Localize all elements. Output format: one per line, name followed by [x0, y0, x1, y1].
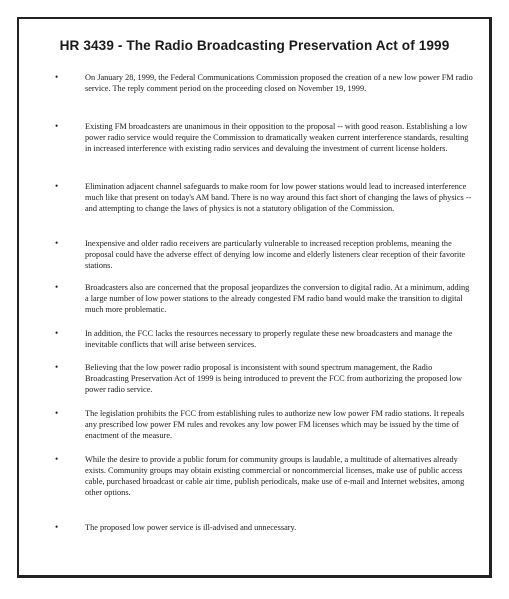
bullet-glyph: • — [55, 72, 59, 82]
bullet-text: Believing that the low power radio proposal is inconsistent with sound spectrum management, the Radio Broadcasting Preservation Act of 1999 is being introduced to prevent the FCC from authorizing the proposed low power radio service. — [85, 363, 462, 394]
bullet-item — [55, 454, 475, 498]
bullet-text: While the desire to provide a public forum for community groups is laudable, a multitude of alternatives already exists. Community groups may obtain existing commercial or noncommercial licenses, make use of public access cable, purchased broadcast or cable air time, publish periodicals, make use of e-mail and Internet websites, among other options. — [85, 455, 465, 497]
bullet-item — [55, 362, 475, 395]
bullet-glyph: • — [55, 181, 59, 191]
bullet-text: On January 28, 1999, the Federal Communications Commission proposed the creation of a new low power FM radio service. The reply comment period on the proceeding closed on November 19, 1999. — [85, 73, 473, 93]
bullet-item — [55, 328, 475, 350]
bullet-text: Existing FM broadcasters are unanimous in their opposition to the proposal -- with good reason. Establishing a low power radio service would require the Commission to dramatically weaken current interference standards, resulting in increased interference with existing radio services and devaluing the investment of current license holders. — [85, 122, 469, 153]
bullet-item — [55, 72, 475, 94]
bullet-text: In addition, the FCC lacks the resources necessary to properly regulate these new broadcasters and manage the inevitable conflicts that will arise between services. — [85, 329, 453, 349]
bullet-item — [55, 121, 475, 154]
bullet-text: Inexpensive and older radio receivers are particularly vulnerable to increased reception problems, meaning the proposal could have the adverse effect of denying low income and elderly listeners clear reception of their favorite stations. — [85, 239, 466, 270]
bullet-glyph: • — [55, 362, 59, 372]
bullet-glyph: • — [55, 328, 59, 338]
bullet-text: Elimination adjacent channel safeguards to make room for low power stations would lead to increased interference much like that present on today's AM band. There is no way around this fact short of changing the laws of physics -- and attempting to change the laws of physics is not a statutory obligation of the Commission. — [85, 182, 472, 213]
bullet-text: Broadcasters also are concerned that the proposal jeopardizes the conversion to digital radio. At a minimum, adding a large number of low power stations to the already congested FM radio band would make the transition to digital much more problematic. — [85, 283, 470, 314]
bullet-item — [55, 238, 475, 271]
bullet-item — [55, 181, 475, 214]
bullet-glyph: • — [55, 121, 59, 131]
bullet-item — [55, 522, 475, 533]
bullet-item — [55, 408, 475, 441]
bullet-text: The legislation prohibits the FCC from establishing rules to authorize new low power FM radio stations. It repeals any prescribed low power FM rules and revokes any low power FM licenses which may be issued by the time of enactment of the measure. — [85, 409, 465, 440]
bullet-glyph: • — [55, 522, 59, 532]
bullet-glyph: • — [55, 282, 59, 292]
bullet-glyph: • — [55, 238, 59, 248]
bullet-item — [55, 282, 475, 315]
bullet-glyph: • — [55, 454, 59, 464]
bullet-glyph: • — [55, 408, 59, 418]
document-title: HR 3439 - The Radio Broadcasting Preservation Act of 1999 — [59, 38, 450, 53]
bullet-text: The proposed low power service is ill-advised and unnecessary. — [85, 523, 297, 532]
